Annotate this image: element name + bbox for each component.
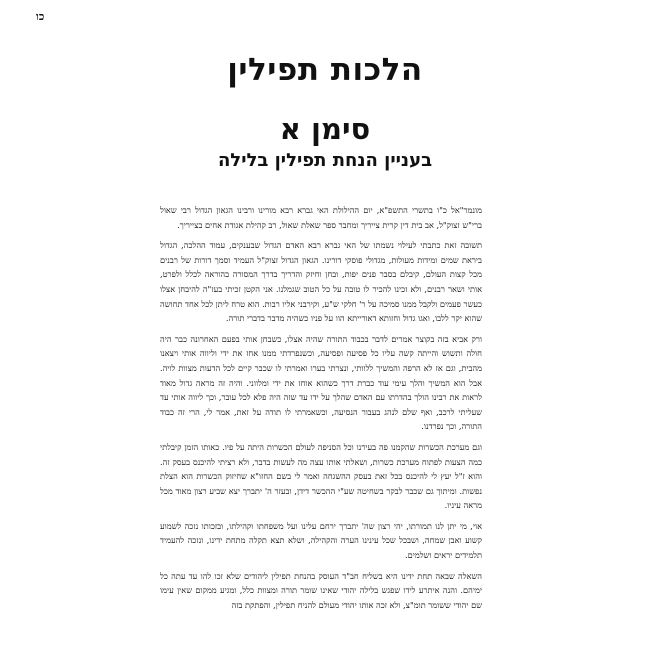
- paragraph-6: השאלה שבאה תחת ידינו היא בשליח חב"ד העוסק בהנחת תפילין ליהודים שלא זכו להו עד עתה כל ימיהם. והנה איתרע לידו שפגש בלילה יהודי שאינו שומר תורה ומצוות כלל, ומגיע ממקום שאין עימו שם יהודי ששומר תומ"צ, ולא זכה אותו יהודי מעולם להניח תפילין, והפתקת בזה: [160, 570, 482, 610]
- paragraph-1: מונמר"אל כ"ו בתשרי התשפ"א, יום ההילולת האי גברא רבא מורינו ורבינו הגאון הגדול רבי שאול ברי"ש זצוק"ל, אב בית דין קרית צייריך ומחבר ספר שאלת שאול, רב קהילת אגודת אחים בצייריך.: [160, 205, 482, 230]
- siman-title: סימן א: [279, 112, 371, 146]
- paragraph-2: תשובה זאת כתבתי לעילוי נשמתו של האי גברא רבא האדם הגדול שבענקים, עמוד ההלכה, הגדול ביראת שמים ומידות מעולות, מגדולי פוסקי דורינו. הגאון הגדול זצוק"ל העמיד וסמך דורות של רבנים מכל קצות העולם, קיבלם בסבר פנים יפות, ובחן וחיזק והדריך בדרך המסורה בהוראה לכלל ולפרט, אותי ושאר רבנים, ולא זכינו להכיר לו טובה על כל הטוב שגמלנו. אני הקטן זכיתי בעז"ה להיבחן אצלו כעשר פעמים ולקבל ממנו סמיכה על ר' חלקי ש"ע, וקירבני אליו רבות. הוא טרח ליתן לכל אחד תחושה שהוא יקר ללבו, ואגו גדול וחזותא דאורייתא הוו על פניו כשהיה מדבר בדברי תורה.: [160, 240, 482, 324]
- subject-title: בעניין הנחת תפילין בלילה: [217, 150, 433, 171]
- page-number: כו: [36, 10, 45, 23]
- paragraph-3: ורק אביא בזה בקוצר אמרים לדבר בכבוד התורה שהיה אצלו, כשבחן אותי בפעם האחרונה כבר היה חולה ותשוש והייתה קשה עליו כל פסיעה ופסיעה, וכשנפרדתי ממנו אחז את ידי וליווה אותי ויצאנו מהבית, וגם אז לא הרפה והמשיך ללוותי, ונצרתי בערו ואמרתי לו שכבר קיים לכל הדעות מצוות לויה. אבל הוא המשיך והלך עימי עוד כברת דרך כשהוא אוחז את ידי ומלווני. והיה זה מראה גדול מאוד לראות את רבינו הולך בהדרתו עם האדם שהלך על ידו עד שזה היה פלא לכל עובר, וכך ליווה אותי עד שעליתי לרכב, ואף שלם לנהג בעבור הנסיעה, וכשאמרתי לו תודה על זאת, אמר לי, הרי זה כבוד התורה, וכך נפרדנו.: [160, 333, 482, 432]
- paragraph-5: אוי, מי יתן לנו תמורתו, יהי רצון שה' יתברך ירחם עלינו ועל משפחתו וקהילתו, ובזכותו נזכה לשמוע קשוע ואבן שמחה, ושבכל שכל עינינו הערה והקהילה, ושלא תצא תקלה מתחת ידינו, ונזכה להעמיד תלמידים יראים ושלמים.: [160, 520, 482, 561]
- body-text: [160, 203, 482, 618]
- main-title: הלכות תפילין: [227, 52, 423, 88]
- paragraph-4: וגם מערכת הכשרות שהקמנו פה בעירנו וכל הסניפה לעולם הכשרות היתה על פיו. כאותו הזמן קיבלתי כמה הצעות לפתוח מערכת כשרות, ושאלתי אותו עצה מה לעשות בדבר, ולא רציתי להיכנס בעסק זה. והוא ז"ל יעץ לי להיכנס בכל זאת בעסק ההשגחה ואמר לי בשם החזו"א שחיזוק הכשרות הוא הצלת נפשות. ומיתוך גם שכבר לבקר בשחיטה שע"י ההכשר דידן, ובעזר ה' יתברך יצא שביע רצון מאוד מכל מראה עיניו.: [160, 441, 482, 511]
